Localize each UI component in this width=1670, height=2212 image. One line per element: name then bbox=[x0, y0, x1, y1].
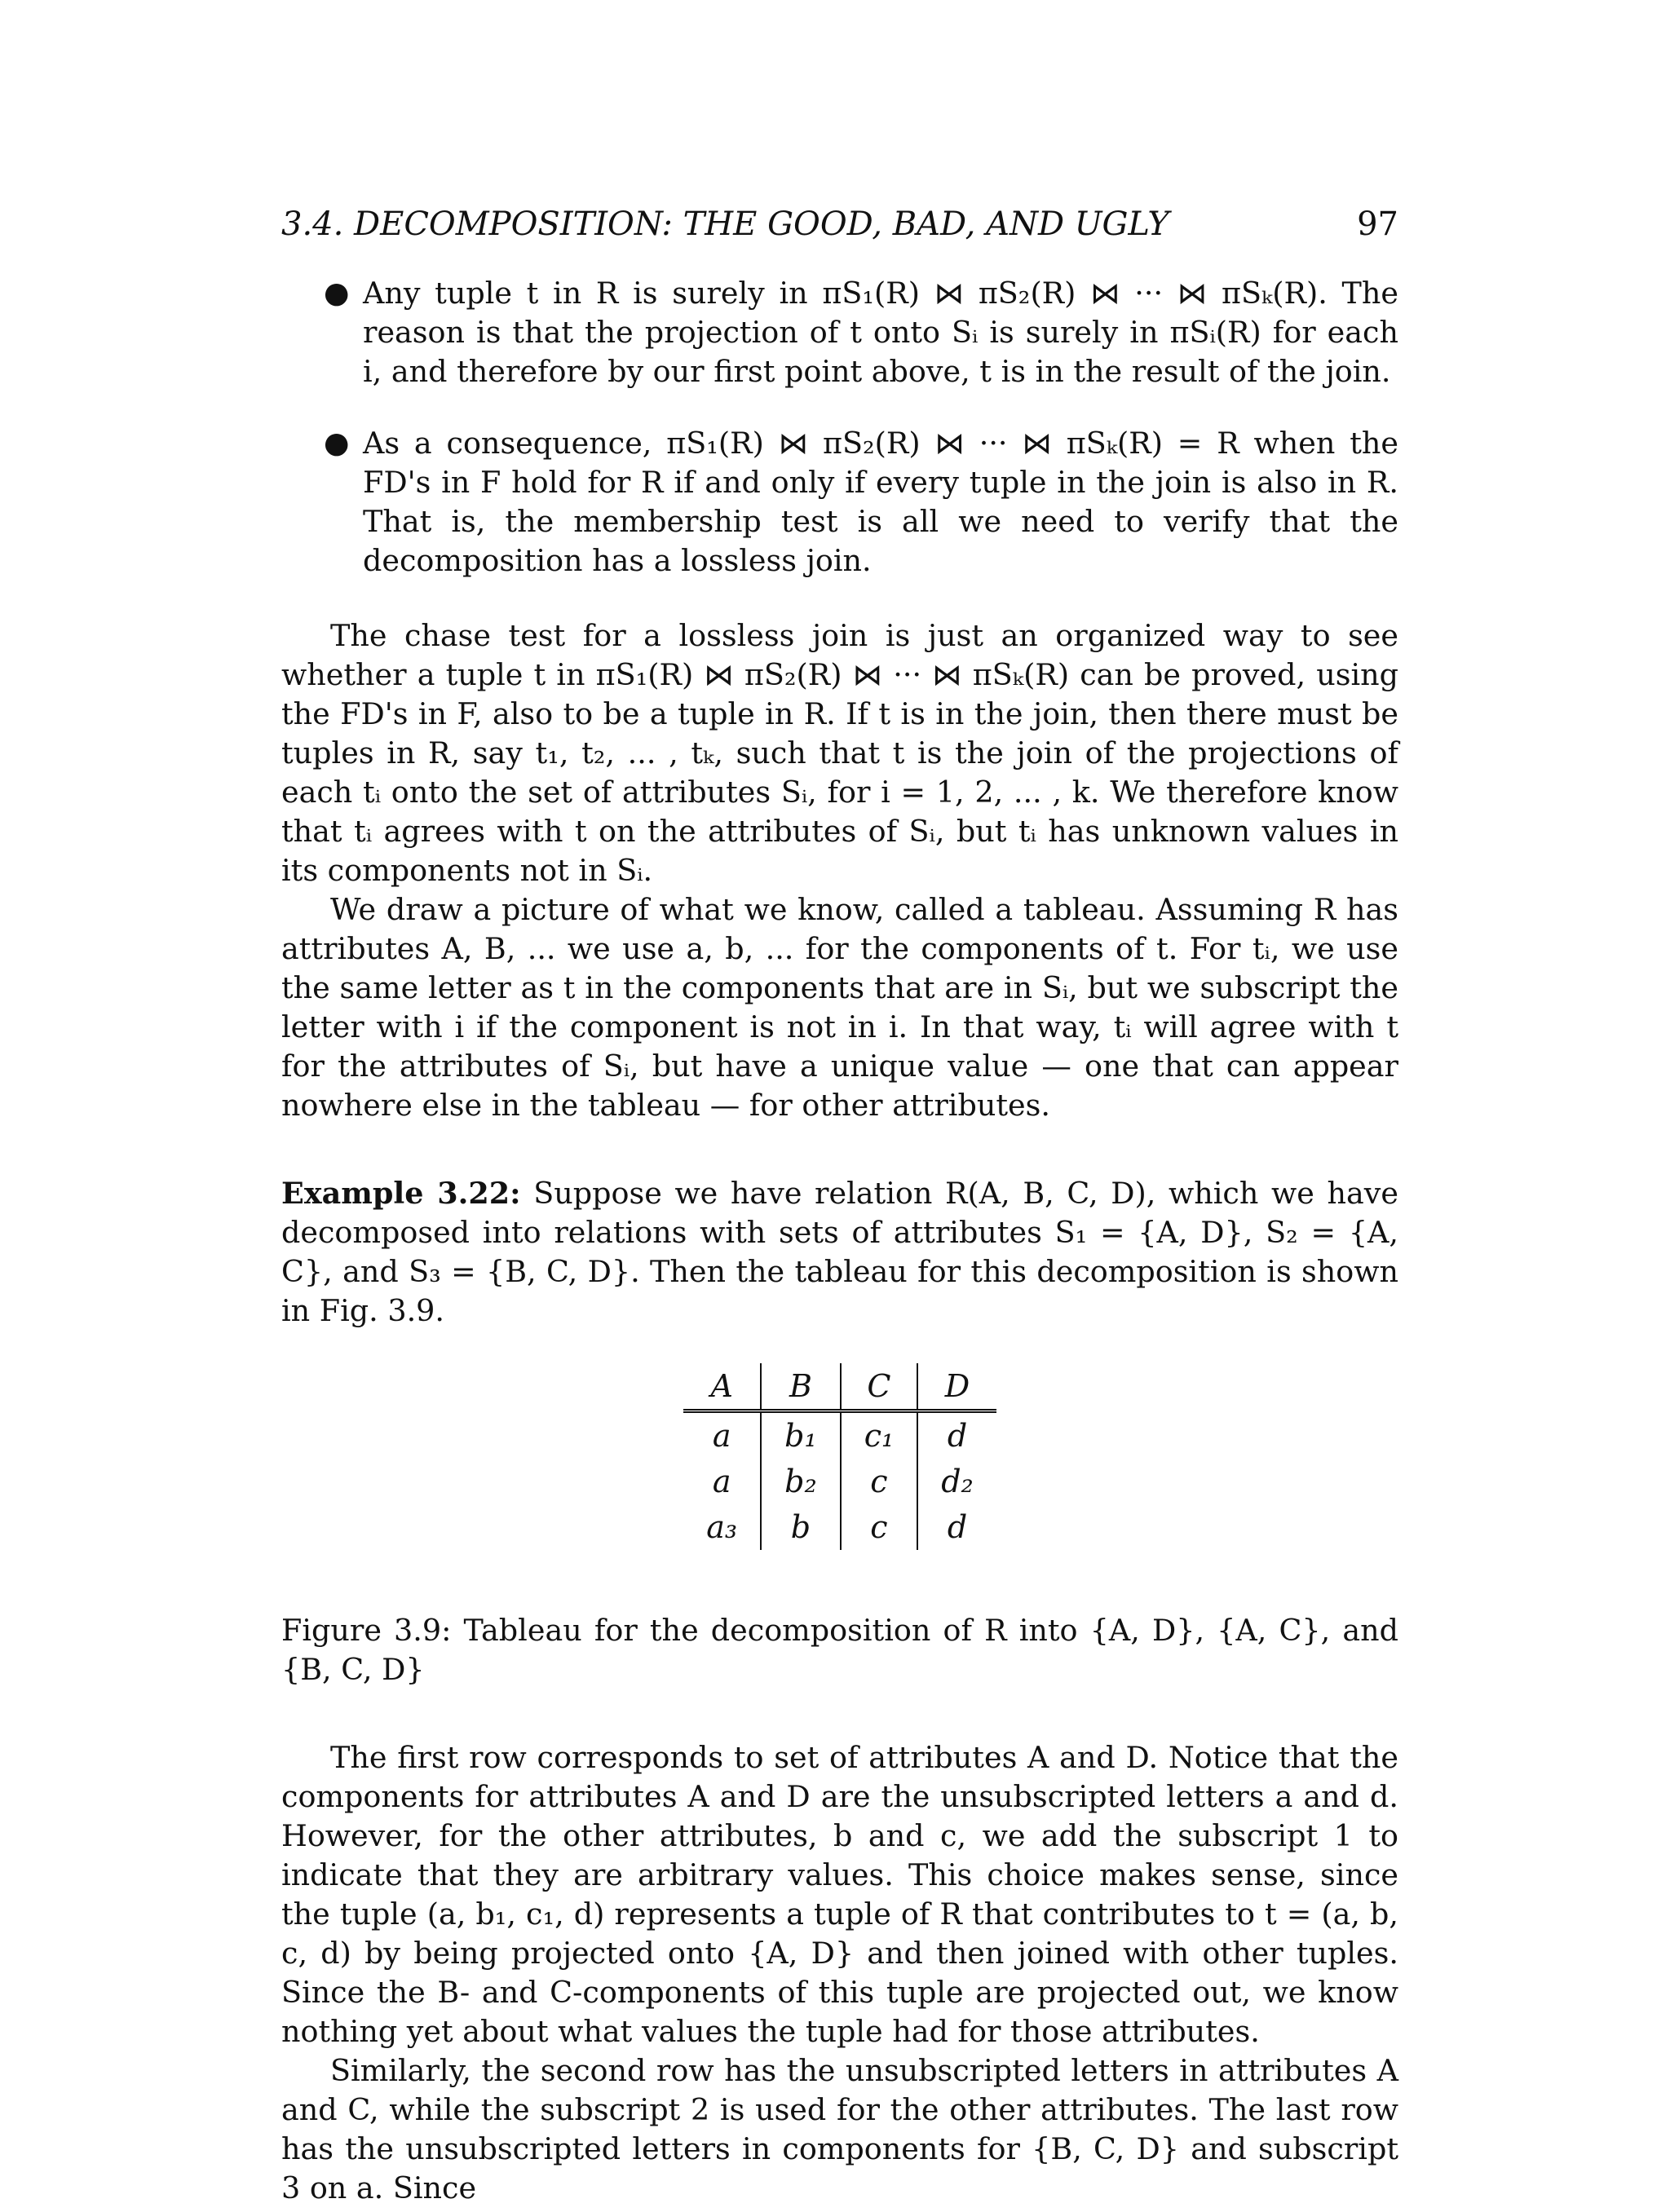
page bbox=[281, 196, 1398, 2208]
bullet-icon: ● bbox=[324, 426, 350, 460]
tableau-paragraph: We draw a picture of what we know, called a tableau. Assuming R has attributes A, B, ... we use a, b, ... for the components of t. For tᵢ, we use the same letter as t in the components that are in Sᵢ, but we subscript the letter with i if the component is not in i. In that way, tᵢ will agree with t for the attributes of Sᵢ, but have a unique value — one that can appear nowhere else in the tableau — for other attributes. bbox=[281, 892, 1398, 1123]
tableau-row bbox=[683, 1459, 996, 1504]
bullet-text: As a consequence, πS₁(R) ⋈ πS₂(R) ⋈ ··· ⋈ πSₖ(R) = R when the FD's in F hold for R if and only if every tuple in the join is also in R. That is, the membership test is all we need to verify that the decomposition has a lossless join. bbox=[363, 426, 1398, 578]
figure bbox=[281, 1363, 1398, 1550]
bullet-list bbox=[281, 274, 1398, 581]
page-number: 97 bbox=[1357, 205, 1398, 243]
tableau-cell: a bbox=[712, 1418, 731, 1454]
tableau-cell: b₂ bbox=[761, 1459, 841, 1504]
tableau-cell: c₁ bbox=[841, 1411, 918, 1459]
tableau-cell: c bbox=[841, 1504, 918, 1550]
tableau-row bbox=[683, 1411, 996, 1459]
tableau-row bbox=[683, 1504, 996, 1550]
figure-caption bbox=[281, 1611, 1398, 1689]
tableau-cell: a bbox=[712, 1464, 731, 1499]
tableau-table bbox=[683, 1363, 996, 1550]
bullet-item bbox=[281, 274, 1398, 391]
second-row-paragraph: Similarly, the second row has the unsubscripted letters in attributes A and C, while the subscript 2 is used for the other attributes. The last row has the unsubscripted letters in components for {B, C, D} and subscript 3 on a. Since bbox=[281, 2053, 1398, 2205]
tableau-header-cell: A bbox=[683, 1363, 761, 1411]
example-label: Example 3.22: bbox=[281, 1176, 521, 1211]
tableau-cell: b₁ bbox=[761, 1411, 841, 1459]
bullet-text: Any tuple t in R is surely in πS₁(R) ⋈ πS₂(R) ⋈ ··· ⋈ πSₖ(R). The reason is that the projection of t onto Sᵢ is surely in πSᵢ(R) for each i, and therefore by our first point above, t is in the result of the join. bbox=[363, 276, 1398, 389]
example-body: Suppose we have relation R(A, B, C, D), which we have decomposed into relations with sets of attributes S₁ = {A, D}, S₂ = {A, C}, and S₃ = {B, C, D}. Then the tableau for this decomposition is shown in Fig. 3.9. bbox=[281, 1176, 1399, 1328]
tableau-cell: c bbox=[841, 1459, 918, 1504]
bullet-icon: ● bbox=[324, 276, 350, 310]
tableau-cell: d bbox=[917, 1504, 996, 1550]
example-paragraph bbox=[281, 1174, 1398, 1331]
first-row-paragraph: The first row corresponds to set of attributes A and D. Notice that the components for attributes A and D are the unsubscripted letters a and d. However, for the other attributes, b and c, we add the subscript 1 to indicate that they are arbitrary values. This choice makes sense, since the tuple (a, b₁, c₁, d) represents a tuple of R that contributes to t = (a, b, c, d) by being projected onto {A, D} and then joined with other tuples. Since the B- and C-components of this tuple are projected out, we know nothing yet about what values the tuple had for those attributes. bbox=[281, 1740, 1398, 2049]
running-head bbox=[281, 196, 1398, 245]
section-title: 3.4. DECOMPOSITION: THE GOOD, BAD, AND UGLY bbox=[281, 205, 1169, 243]
bullet-item bbox=[281, 424, 1398, 581]
tableau-header-cell: B bbox=[761, 1363, 841, 1411]
tableau-header-cell: C bbox=[841, 1363, 918, 1411]
tableau-header-cell: D bbox=[917, 1363, 996, 1411]
tableau-header-row bbox=[683, 1363, 996, 1411]
tableau-cell: d₂ bbox=[917, 1459, 996, 1504]
chase-paragraph: The chase test for a lossless join is just an organized way to see whether a tuple t in πS₁(R) ⋈ πS₂(R) ⋈ ··· ⋈ πSₖ(R) can be proved, using the FD's in F, also to be a tuple in R. If t is in the join, then there must be tuples in R, say t₁, t₂, ... , tₖ, such that t is the join of the projections of each tᵢ onto the set of attributes Sᵢ, for i = 1, 2, ... , k. We therefore know that tᵢ agrees with t on the attributes of Sᵢ, but tᵢ has unknown values in its components not in Sᵢ. bbox=[281, 618, 1398, 888]
tableau-cell: d bbox=[917, 1411, 996, 1459]
caption-label: Figure 3.9: bbox=[281, 1613, 452, 1648]
tableau-cell: b bbox=[761, 1504, 841, 1550]
tableau-cell: a₃ bbox=[706, 1509, 738, 1545]
caption-text: Tableau for the decomposition of R into {A, D}, {A, C}, and {B, C, D} bbox=[281, 1613, 1398, 1687]
